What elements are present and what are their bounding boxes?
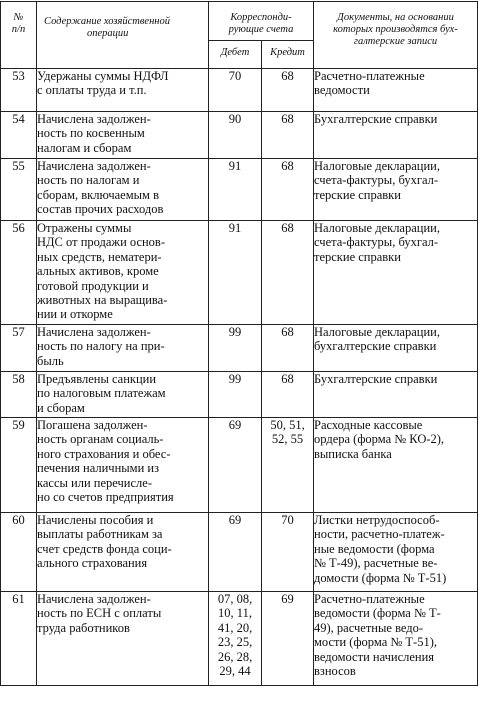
operation-content-line: по налоговым платежам: [37, 386, 166, 401]
source-documents: [314, 418, 478, 513]
credit-account-line: 69: [281, 592, 294, 606]
credit-account-line: 68: [281, 112, 294, 126]
debit-account-line: 69: [228, 513, 242, 527]
header-credit: Кредит: [262, 41, 314, 69]
table-row: [1, 112, 478, 159]
source-documents-line: терские справки: [314, 249, 401, 264]
row-number: 54: [1, 112, 37, 159]
operation-content: [37, 513, 209, 592]
debit-account-line: 10, 11,: [218, 606, 252, 621]
credit-account: [262, 112, 314, 159]
row-number: 59: [1, 418, 37, 513]
operation-content: [37, 69, 209, 112]
header-accounts: [209, 2, 314, 41]
table-row: [1, 221, 478, 325]
debit-account-line: 70: [228, 69, 242, 83]
debit-account-line: 99: [228, 372, 242, 386]
header-row-top: [1, 2, 478, 41]
header-content: [37, 2, 209, 69]
debit-account-line: 23, 25,: [217, 635, 253, 650]
table-row: [1, 592, 478, 686]
source-documents: [314, 69, 478, 112]
debit-account: [209, 418, 262, 513]
source-documents: [314, 592, 478, 686]
source-documents-line: счета-фактуры, бухгал-: [314, 235, 439, 250]
operation-content-line: Начислена задолжен-: [37, 112, 151, 126]
credit-account-line: 68: [281, 159, 294, 173]
row-number: 58: [1, 372, 37, 418]
debit-account: [209, 221, 262, 325]
source-documents-line: Налоговые декларации,: [314, 221, 440, 235]
operation-content-line: труда работников: [37, 620, 130, 635]
operation-content: [37, 221, 209, 325]
table-row: [1, 159, 478, 221]
source-documents-line: 49), расчетные ведо-: [314, 620, 424, 635]
operation-content-line: счет средств фонда соци-: [37, 541, 172, 556]
operation-content-line: кассы или перечисле-: [37, 475, 152, 490]
debit-account-line: 69: [228, 418, 242, 432]
credit-account: [262, 221, 314, 325]
operation-content-line: НДС от продажи основ-: [37, 235, 165, 250]
source-documents-line: выписка банка: [314, 446, 392, 461]
table-row: [1, 325, 478, 372]
operation-content-line: сборам, включаемым в: [37, 187, 159, 202]
source-documents: [314, 325, 478, 372]
operation-content-line: и сборам: [37, 400, 85, 415]
source-documents: [314, 221, 478, 325]
source-documents-line: счета-фактуры, бухгал-: [314, 173, 439, 188]
operation-content: [37, 418, 209, 513]
header-docs: [314, 2, 478, 69]
debit-account-line: 91: [228, 159, 242, 173]
debit-account: [209, 159, 262, 221]
operation-content-line: состав прочих расходов: [37, 202, 164, 217]
header-accounts-line: Корреспонди-: [230, 12, 292, 23]
operation-content: [37, 112, 209, 159]
source-documents: [314, 372, 478, 418]
operation-content-line: Начислена задолжен-: [37, 325, 151, 339]
debit-account: [209, 325, 262, 372]
debit-account: [209, 513, 262, 592]
operation-content-line: с оплаты труда и т.п.: [37, 83, 147, 98]
row-number: 61: [1, 592, 37, 686]
operation-content: [37, 592, 209, 686]
operation-content-line: налогам и сборам: [37, 140, 132, 155]
credit-account-line: 52, 55: [271, 432, 304, 447]
source-documents: [314, 159, 478, 221]
row-number: 55: [1, 159, 37, 221]
row-number: 57: [1, 325, 37, 372]
operation-content-line: альных активов, кроме: [37, 264, 159, 279]
operation-content-line: Начислена задолжен-: [37, 159, 151, 173]
row-number: 60: [1, 513, 37, 592]
debit-account: [209, 592, 262, 686]
header-docs-line: Документы, на основании: [337, 12, 454, 23]
source-documents-line: ведомости: [314, 83, 370, 98]
operation-content-line: нии и откорме: [37, 307, 113, 322]
operation-content-line: печения наличными из: [37, 461, 160, 476]
row-number: 53: [1, 69, 37, 112]
operation-content-line: ных средств, нематери-: [37, 249, 162, 264]
credit-account-line: 68: [281, 69, 294, 83]
source-documents-line: Бухгалтерские справки: [314, 372, 438, 386]
source-documents: [314, 112, 478, 159]
debit-account: [209, 69, 262, 112]
source-documents-line: Листки нетрудоспособ-: [314, 513, 440, 527]
debit-account-line: 91: [228, 221, 242, 235]
source-documents-line: Налоговые декларации,: [314, 159, 440, 173]
debit-account-line: 99: [228, 325, 242, 339]
operation-content-line: Удержаны суммы НДФЛ: [37, 69, 169, 83]
operation-content-line: быль: [37, 353, 64, 368]
table-row: [1, 513, 478, 592]
credit-account-line: 68: [281, 372, 294, 386]
source-documents-line: № Т-49), расчетные ве-: [314, 556, 438, 571]
source-documents-line: ведомости (форма № Т-: [314, 606, 441, 621]
operation-content-line: но со счетов предприятия: [37, 490, 174, 505]
source-documents-line: ведомости начисления: [314, 649, 435, 664]
operation-content-line: ного страхования и обес-: [37, 446, 171, 461]
table-row: [1, 418, 478, 513]
source-documents-line: мости (форма № Т-51),: [314, 635, 438, 650]
credit-account: [262, 513, 314, 592]
table-row: [1, 69, 478, 112]
header-debit: Дебет: [209, 41, 262, 69]
operation-content-line: животных на выращива-: [37, 293, 168, 308]
operation-content-line: готовой продукции и: [37, 278, 149, 293]
header-num-line: п/п: [11, 24, 26, 35]
source-documents-line: Расходные кассовые: [314, 418, 423, 432]
row-number: 56: [1, 221, 37, 325]
operation-content-line: ность по налогам и: [37, 173, 140, 188]
debit-account-line: 29, 44: [219, 664, 251, 679]
header-docs-line: которых производятся бух-: [333, 24, 458, 35]
operation-content: [37, 159, 209, 221]
debit-account: [209, 112, 262, 159]
source-documents-line: домости (форма № Т-51): [314, 570, 447, 585]
credit-account-line: 68: [281, 221, 294, 235]
header-content-line: Содержание хозяйственной: [44, 16, 171, 27]
debit-account-line: 41, 20,: [217, 620, 253, 635]
operation-content-line: ального страхования: [37, 556, 148, 571]
operation-content-line: ность по косвенным: [37, 126, 145, 141]
header-content-line: операции: [87, 28, 129, 39]
debit-account-line: 07, 08,: [217, 592, 253, 606]
table-row: [1, 372, 478, 418]
credit-account: [262, 418, 314, 513]
credit-account: [262, 69, 314, 112]
source-documents-line: Расчетно-платежные: [314, 69, 425, 83]
credit-account-line: 70: [281, 513, 294, 527]
source-documents-line: Бухгалтерские справки: [314, 112, 438, 126]
operation-content-line: выплаты работникам за: [37, 527, 163, 542]
credit-account: [262, 592, 314, 686]
debit-account-line: 90: [228, 112, 242, 126]
operation-content-line: Отражены суммы: [37, 221, 132, 235]
header-num-line: №: [13, 12, 24, 23]
source-documents-line: бухгалтерские справки: [314, 339, 437, 354]
operation-content-line: ность органам социаль-: [37, 432, 164, 447]
ledger-table: [0, 1, 478, 686]
operation-content-line: ность по налогу на при-: [37, 339, 165, 354]
debit-account-line: 26, 28,: [217, 649, 253, 664]
source-documents-line: взносов: [314, 664, 356, 679]
credit-account-line: 68: [281, 325, 294, 339]
operation-content-line: Предъявлены санкции: [37, 372, 157, 386]
credit-account: [262, 159, 314, 221]
header-accounts-line: рующие счета: [228, 24, 294, 35]
header-docs-line: галтерские записи: [353, 36, 438, 47]
credit-account-line: 50, 51,: [270, 418, 305, 432]
source-documents-line: Налоговые декларации,: [314, 325, 440, 339]
debit-account: [209, 372, 262, 418]
operation-content-line: Погашена задолжен-: [37, 418, 148, 432]
credit-account: [262, 372, 314, 418]
operation-content: [37, 325, 209, 372]
source-documents-line: ные ведомости (форма: [314, 541, 435, 556]
source-documents-line: Расчетно-платежные: [314, 592, 425, 606]
source-documents-line: терские справки: [314, 187, 401, 202]
operation-content-line: Начислена задолжен-: [37, 592, 151, 606]
source-documents: [314, 513, 478, 592]
operation-content-line: Начислены пособия и: [37, 513, 154, 527]
credit-account: [262, 325, 314, 372]
source-documents-line: ности, расчетно-платеж-: [314, 527, 445, 542]
ledger-body: [1, 69, 478, 686]
operation-content-line: ность по ЕСН с оплаты: [37, 606, 162, 621]
source-documents-line: ордера (форма № КО-2),: [314, 432, 445, 447]
header-num: [1, 2, 37, 69]
operation-content: [37, 372, 209, 418]
